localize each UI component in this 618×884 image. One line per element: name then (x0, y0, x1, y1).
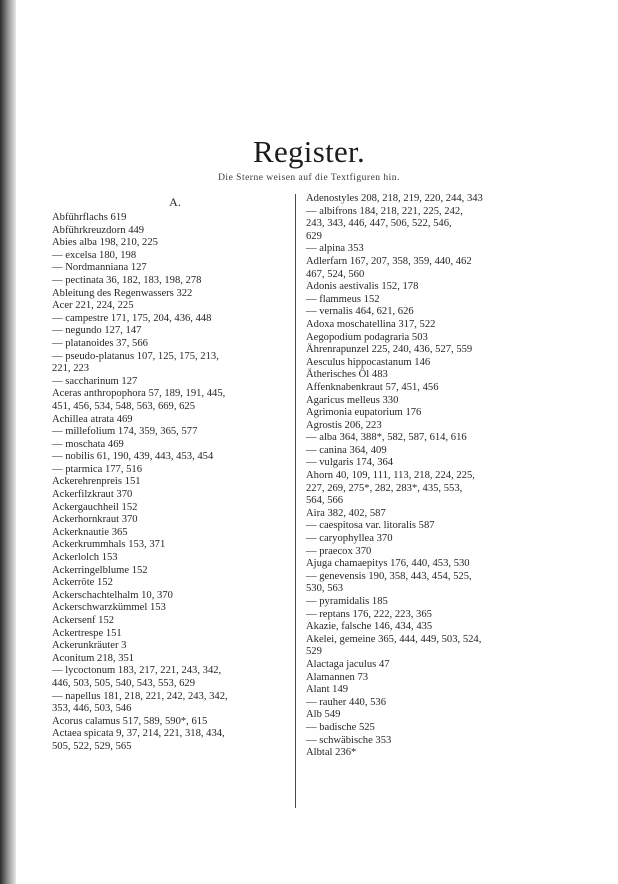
index-entry (52, 502, 288, 515)
index-entry (52, 514, 288, 527)
index-entry-line: Ajuga chamaepitys 176, 440, 453, 530 (306, 558, 470, 570)
page-subtitle: Die Sterne weisen auf die Textfiguren hin. (218, 173, 400, 183)
index-entry (52, 590, 288, 603)
index-entry (306, 609, 574, 622)
index-entry-line: — saccharinum 127 (52, 375, 138, 387)
index-entry-line: — ptarmica 177, 516 (52, 463, 143, 475)
index-entry (306, 420, 574, 433)
index-entry (306, 508, 574, 521)
index-entry (52, 615, 288, 628)
index-entry-line: Alactaga jaculus 47 (306, 658, 390, 670)
index-entry (52, 476, 288, 489)
index-entry (52, 628, 288, 641)
index-entry-line: — pseudo-platanus 107, 125, 175, 213, (52, 350, 219, 362)
index-entry (306, 281, 574, 294)
index-entry-line: Ackerkrummhals 153, 371 (52, 539, 166, 551)
index-entry (306, 672, 574, 685)
column-divider (295, 194, 296, 808)
index-entry (306, 445, 574, 458)
index-entry-line: Ackerlolch 153 (52, 552, 118, 564)
index-entry-line: — canina 364, 409 (306, 444, 387, 456)
index-entry-line: — platanoides 37, 566 (52, 337, 148, 349)
index-entry-line: Akelei, gemeine 365, 444, 449, 503, 524, (306, 633, 482, 645)
index-entry-line: Adenostyles 208, 218, 219, 220, 244, 343 (306, 193, 483, 204)
index-entry (52, 602, 288, 615)
index-entry (306, 596, 574, 609)
index-entry-continuation: 446, 503, 505, 540, 543, 553, 629 (52, 677, 196, 689)
index-entry (306, 457, 574, 470)
index-entry-continuation: 505, 522, 529, 565 (52, 740, 132, 752)
index-entry-line: — napellus 181, 218, 221, 242, 243, 342, (52, 690, 228, 702)
index-entry-line: — albifrons 184, 218, 221, 225, 242, (306, 205, 463, 217)
index-entry-line: Aesculus hippocastanum 146 (306, 356, 431, 368)
index-entry-line: — pyramidalis 185 (306, 596, 388, 607)
index-entry-line: Alant 149 (306, 684, 349, 696)
index-entry (306, 319, 574, 332)
index-entry-continuation: 451, 456, 534, 548, 563, 669, 625 (52, 400, 196, 412)
index-entry (52, 577, 288, 590)
index-entry (306, 747, 574, 760)
index-entry (52, 464, 288, 477)
index-entry (52, 288, 288, 301)
index-entry (52, 212, 288, 225)
index-entry (52, 414, 288, 427)
index-entry-line: Ackerknautie 365 (52, 526, 128, 538)
index-entry (52, 351, 288, 376)
index-entry (52, 653, 288, 666)
index-entry (306, 709, 574, 722)
index-entry (52, 262, 288, 275)
index-entry (306, 193, 574, 206)
index-entry-line: Ackerehrenpreis 151 (52, 476, 141, 488)
index-entry (306, 395, 574, 408)
index-entry-line: Ackerschwarzkümmel 153 (52, 602, 166, 614)
index-entry-line: — vernalis 464, 621, 626 (306, 306, 414, 318)
index-entry-line: Alamannen 73 (306, 671, 369, 683)
index-entry-line: Ackerunkräuter 3 (52, 640, 127, 652)
index-entry-line: — campestre 171, 175, 204, 436, 448 (52, 312, 212, 324)
index-entry (52, 527, 288, 540)
index-entry-line: Adlerfarn 167, 207, 358, 359, 440, 462 (306, 255, 472, 267)
index-entry (52, 313, 288, 326)
index-entry (306, 243, 574, 256)
index-entry-line: Aceras anthropophora 57, 189, 191, 445, (52, 388, 226, 400)
index-entry (306, 634, 574, 659)
index-entry-line: Ackergauchheil 152 (52, 501, 138, 513)
index-entry (306, 659, 574, 672)
index-entry-continuation: 227, 269, 275*, 282, 283*, 435, 553, (306, 482, 463, 494)
index-entry-line: Akazie, falsche 146, 434, 435 (306, 621, 433, 633)
index-entry-line: Abführkreuzdorn 449 (52, 224, 145, 236)
index-entry-line: — rauher 440, 536 (306, 696, 387, 708)
index-entry-line: Ätherisches Öl 483 (306, 369, 388, 381)
index-entry (306, 697, 574, 710)
index-entry-line: — excelsa 180, 198 (52, 249, 137, 261)
section-letter: A. (169, 195, 181, 209)
index-entry (52, 451, 288, 464)
index-entry-line: Actaea spicata 9, 37, 214, 221, 318, 434, (52, 728, 225, 740)
index-entry (52, 640, 288, 653)
index-entry-line: — nobilis 61, 190, 439, 443, 453, 454 (52, 451, 214, 463)
index-entry (306, 558, 574, 571)
index-entry-continuation: 629 (306, 230, 322, 242)
index-entry (306, 369, 574, 382)
index-entry-line: Ackertrespe 151 (52, 627, 122, 639)
index-entry (306, 407, 574, 420)
index-entry (52, 439, 288, 452)
index-entry (306, 533, 574, 546)
index-entry (52, 665, 288, 690)
index-entry-line: Adonis aestivalis 152, 178 (306, 281, 419, 293)
index-entry-continuation: 353, 446, 503, 546 (52, 703, 132, 715)
index-entry (52, 565, 288, 578)
index-entry (306, 256, 574, 281)
index-entry (52, 691, 288, 716)
index-entry-line: — vulgaris 174, 364 (306, 457, 394, 469)
index-entry (306, 520, 574, 533)
index-entry (52, 388, 288, 413)
index-entry (306, 357, 574, 370)
index-entry (52, 325, 288, 338)
index-entry-continuation: 467, 524, 560 (306, 268, 365, 280)
index-entry-line: Aconitum 218, 351 (52, 652, 135, 664)
index-entry (52, 489, 288, 502)
index-entry-line: Albtal 236* (306, 747, 357, 759)
index-column-right (306, 193, 574, 760)
index-entry-line: Abführflachs 619 (52, 212, 127, 223)
index-entry (306, 344, 574, 357)
index-entry (306, 432, 574, 445)
index-entry (306, 294, 574, 307)
index-entry-line: Acorus calamus 517, 589, 590*, 615 (52, 715, 208, 727)
index-entry (306, 206, 574, 244)
index-entry-line: Abies alba 198, 210, 225 (52, 237, 158, 249)
index-entry-line: — alpina 353 (306, 243, 364, 255)
index-entry (52, 300, 288, 313)
index-entry-line: Adoxa moschatellina 317, 522 (306, 318, 436, 330)
index-entry-line: Ackerschachtelhalm 10, 370 (52, 589, 173, 601)
index-entry-line: Ableitung des Regenwassers 322 (52, 287, 193, 299)
index-entry-line: Ackerringelblume 152 (52, 564, 148, 576)
index-entry-line: Acer 221, 224, 225 (52, 300, 134, 312)
index-entry-line: Agrimonia eupatorium 176 (306, 407, 422, 419)
page-title: Register. (252, 134, 366, 169)
index-entry-line: Agaricus melleus 330 (306, 394, 399, 406)
index-entry (52, 338, 288, 351)
index-entry (52, 225, 288, 238)
index-entry-line: — negundo 127, 147 (52, 325, 142, 337)
index-entry-line: — millefolium 174, 359, 365, 577 (52, 426, 198, 438)
index-entry-continuation: 221, 223 (52, 363, 90, 375)
index-entry (52, 376, 288, 389)
index-entry-line: Ackersenf 152 (52, 615, 115, 626)
index-entry-line: Agrostis 206, 223 (306, 419, 382, 431)
index-entry-line: — Nordmanniana 127 (52, 262, 147, 274)
index-entry-line: — moschata 469 (52, 438, 124, 450)
index-entry-line: Aira 382, 402, 587 (306, 507, 386, 519)
index-entry (306, 684, 574, 697)
index-entry-line: Ährenrapunzel 225, 240, 436, 527, 559 (306, 344, 473, 356)
index-entry-line: Ackerröte 152 (52, 577, 113, 589)
index-entry-line: Ahorn 40, 109, 111, 113, 218, 224, 225, (306, 470, 475, 482)
index-entry (52, 426, 288, 439)
index-entry-line: Affenknabenkraut 57, 451, 456 (306, 381, 439, 393)
index-entry-continuation: 564, 566 (306, 495, 344, 507)
index-entry-line: Ackerfilzkraut 370 (52, 489, 133, 501)
index-entry (306, 621, 574, 634)
index-entry-line: — caespitosa var. litoralis 587 (306, 520, 435, 532)
index-entry (306, 382, 574, 395)
index-entry-line: Aegopodium podagraria 503 (306, 331, 428, 343)
index-entry (52, 237, 288, 250)
index-entry (52, 539, 288, 552)
index-entry-continuation: 529 (306, 646, 322, 658)
index-entry-line: — caryophyllea 370 (306, 533, 393, 545)
index-entry (306, 571, 574, 596)
index-entry-line: — genevensis 190, 358, 443, 454, 525, (306, 570, 472, 582)
index-entry (306, 332, 574, 345)
index-entry (52, 716, 288, 729)
index-entry (306, 306, 574, 319)
index-entry-continuation: 243, 343, 446, 447, 506, 522, 546, (306, 218, 452, 230)
index-entry-line: — badische 525 (306, 721, 375, 733)
index-entry-line: Alb 549 (306, 709, 341, 721)
index-entries-left (52, 212, 288, 754)
index-column-left (52, 193, 288, 754)
index-entry (306, 546, 574, 559)
index-entry (52, 275, 288, 288)
index-entry (306, 735, 574, 748)
index-entry-line: — praecox 370 (306, 545, 372, 557)
index-entries-right (306, 193, 574, 760)
index-entry-line: — alba 364, 388*, 582, 587, 614, 616 (306, 432, 467, 444)
index-entry-line: Ackerhornkraut 370 (52, 514, 138, 526)
index-entry-line: — pectinata 36, 182, 183, 198, 278 (52, 274, 202, 286)
index-entry (52, 250, 288, 263)
index-entry (52, 552, 288, 565)
index-entry-continuation: 530, 563 (306, 583, 344, 595)
index-entry-line: Achillea atrata 469 (52, 413, 133, 425)
index-entry-line: — lycoctonum 183, 217, 221, 243, 342, (52, 665, 222, 677)
index-entry (306, 722, 574, 735)
index-entry-line: — schwäbische 353 (306, 734, 392, 746)
index-entry-line: — reptans 176, 222, 223, 365 (306, 608, 432, 620)
index-entry (52, 728, 288, 753)
index-entry (306, 470, 574, 508)
index-entry-line: — flammeus 152 (306, 293, 380, 305)
